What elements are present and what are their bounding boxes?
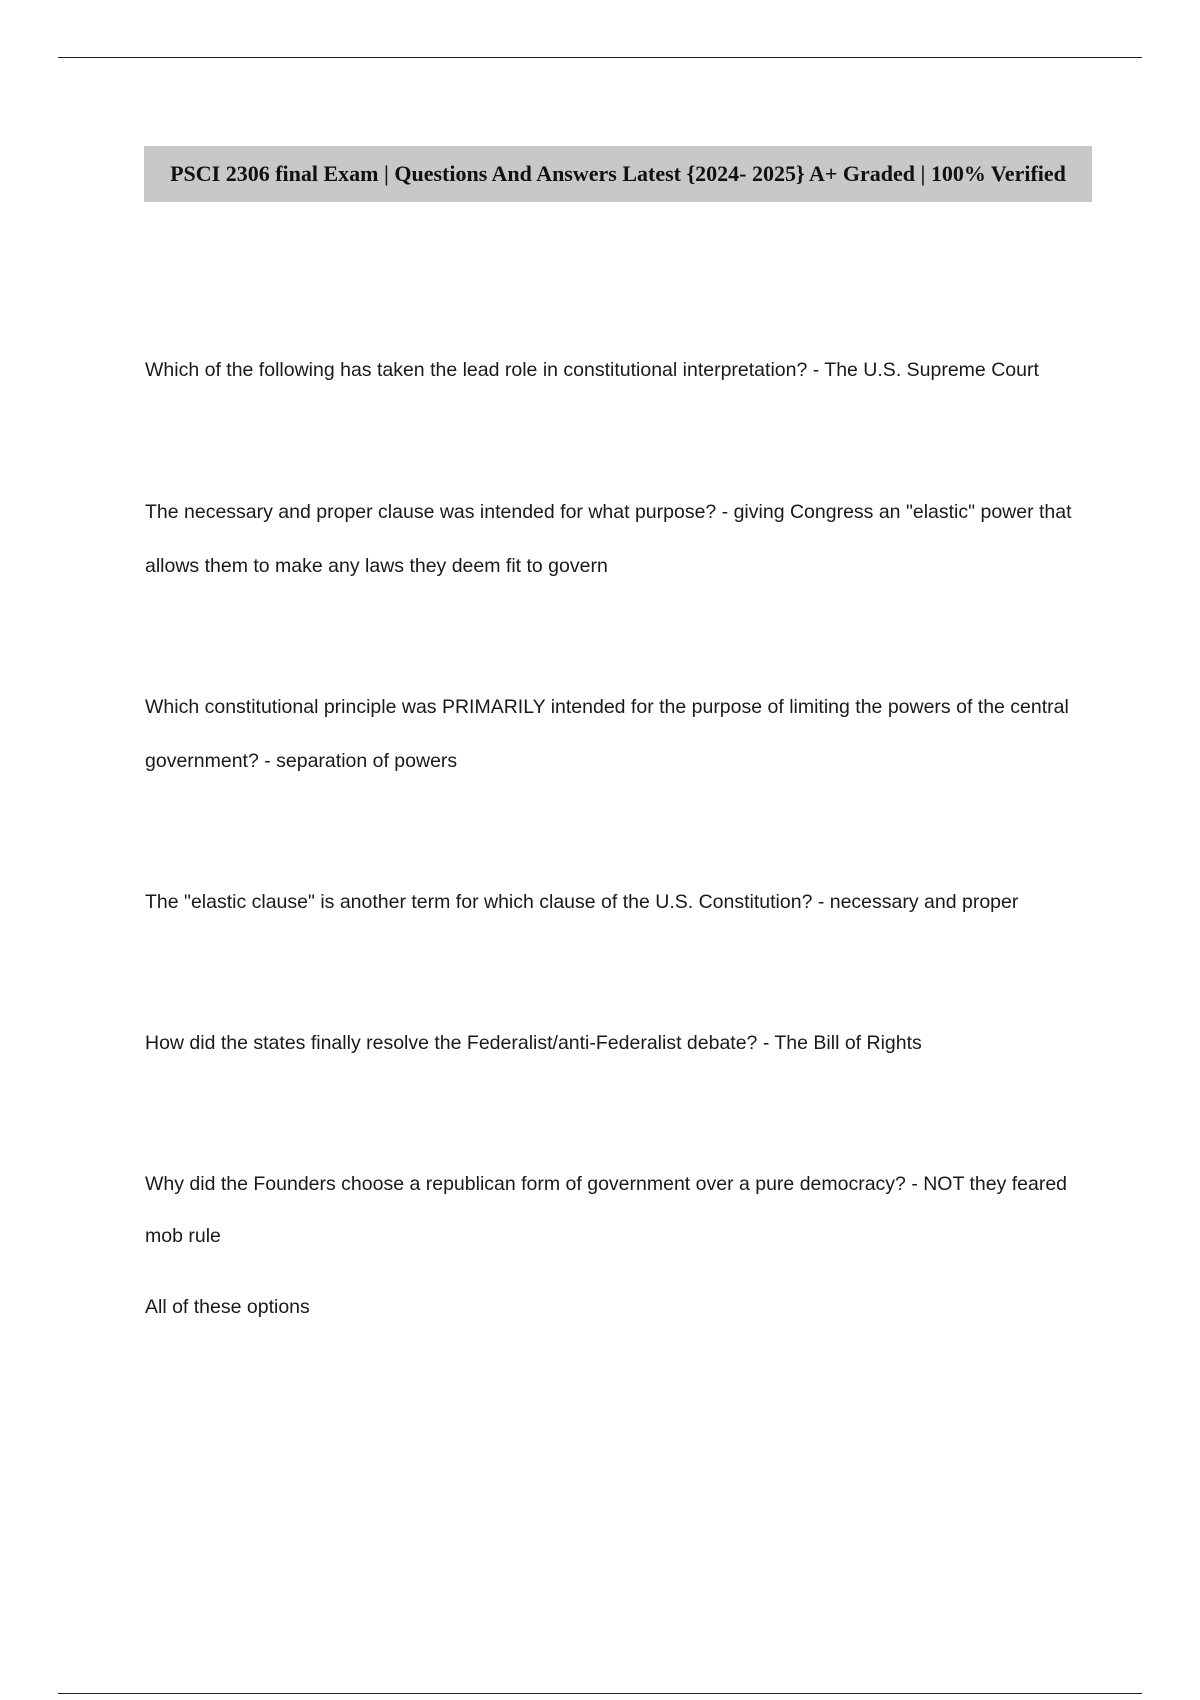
qa-entry-6: Why did the Founders choose a republican form of government over a pure democracy? - NOT they feared mob rule <box>145 1173 1068 1247</box>
top-divider <box>58 57 1142 58</box>
qa-entry-1: Which of the following has taken the lead role in constitutional interpretation? - The U.S. Supreme Court <box>145 359 1039 381</box>
qa-entry-5: How did the states finally resolve the Federalist/anti-Federalist debate? - The Bill of Rights <box>145 1032 922 1054</box>
qa-entry-7: All of these options <box>145 1296 310 1318</box>
bottom-divider <box>58 1693 1142 1694</box>
qa-entry-4: The "elastic clause" is another term for which clause of the U.S. Constitution? - necessary and proper <box>145 891 1019 913</box>
qa-entry-2: The necessary and proper clause was intended for what purpose? - giving Congress an "elastic" power that allows them to make any laws they deem fit to govern <box>145 501 1072 577</box>
title-banner <box>144 146 1092 202</box>
document-title: PSCI 2306 final Exam | Questions And Answers Latest {2024- 2025} A+ Graded | 100% Verified <box>170 161 1066 186</box>
qa-entry-3: Which constitutional principle was PRIMARILY intended for the purpose of limiting the powers of the central government? - separation of powers <box>145 696 1069 772</box>
